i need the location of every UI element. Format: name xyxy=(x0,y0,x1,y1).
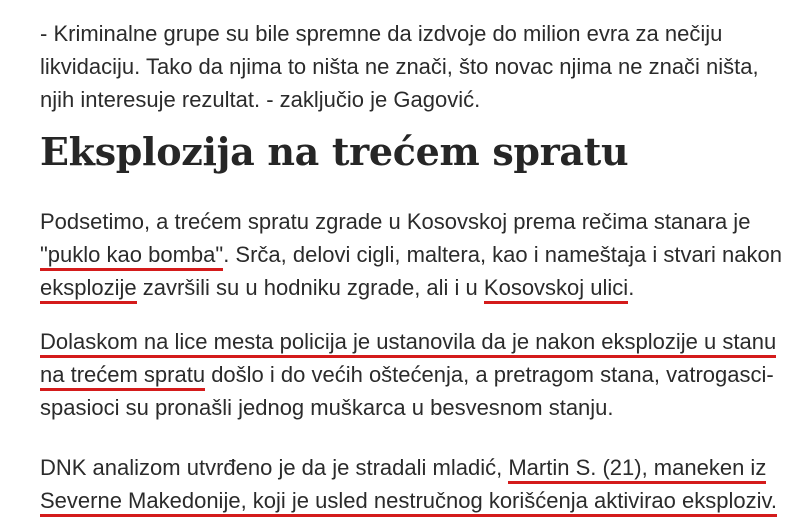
paragraph-dna-analysis xyxy=(40,451,777,517)
paragraph-3-line-2 xyxy=(40,484,777,517)
paragraph-1-line-1: Podsetimo, a trećem spratu zgrade u Kosovskoj prema rečima stanara je xyxy=(40,209,751,234)
paragraph-explosion-intro xyxy=(40,205,782,304)
paragraph-1-line-3-end: . xyxy=(628,275,635,300)
paragraph-1-line-2-text: . Srča, delovi cigli, maltera, kao i nameštaja i stvari nakon xyxy=(223,242,782,267)
paragraph-1-line-3-text: završili su u hodniku zgrade, ali i u xyxy=(136,275,484,300)
quote-line-1: - Kriminalne grupe su bile spremne da izdvoje do milion evra za nečiju xyxy=(40,21,723,46)
quote-line-3: njih interesuje rezultat. - zaključio je Gagović. xyxy=(40,87,481,112)
paragraph-1-line-3 xyxy=(40,271,782,304)
link-dolaskom-policija[interactable]: Dolaskom na lice mesta policija je ustanovila da je nakon eksplozije u stanu xyxy=(40,329,776,358)
link-severne-makedonije[interactable]: Severne Makedonije, koji je usled nestručnog korišćenja aktivirao eksploziv. xyxy=(40,488,777,517)
paragraph-1-line-2 xyxy=(40,238,782,271)
link-eksplozije[interactable]: eksplozije xyxy=(40,275,137,304)
paragraph-3-line-1 xyxy=(40,451,777,484)
paragraph-2-line-3: spasioci su pronašli jednog muškarca u besvesnom stanju. xyxy=(40,395,614,420)
quote-paragraph xyxy=(40,17,759,116)
paragraph-police-arrival xyxy=(40,325,776,424)
link-na-trecem-spratu[interactable]: na trećem spratu xyxy=(40,362,205,391)
paragraph-3-line-1-text: DNK analizom utvrđeno je da je stradali mladić, xyxy=(40,455,509,480)
paragraph-2-line-1 xyxy=(40,325,776,358)
paragraph-2-line-2 xyxy=(40,358,776,391)
link-kosovskoj-ulici[interactable]: Kosovskoj ulici xyxy=(484,275,628,304)
link-puklo-kao-bomba[interactable]: "puklo kao bomba" xyxy=(40,242,223,271)
quote-line-2: likvidaciju. Tako da njima to ništa ne znači, što novac njima ne znači ništa, xyxy=(40,54,759,79)
paragraph-2-line-2-text: došlo i do većih oštećenja, a pretragom stana, vatrogasci- xyxy=(205,362,774,387)
link-martin-s[interactable]: Martin S. (21), maneken iz xyxy=(508,455,766,484)
section-heading: Eksplozija na trećem spratu xyxy=(40,129,629,174)
